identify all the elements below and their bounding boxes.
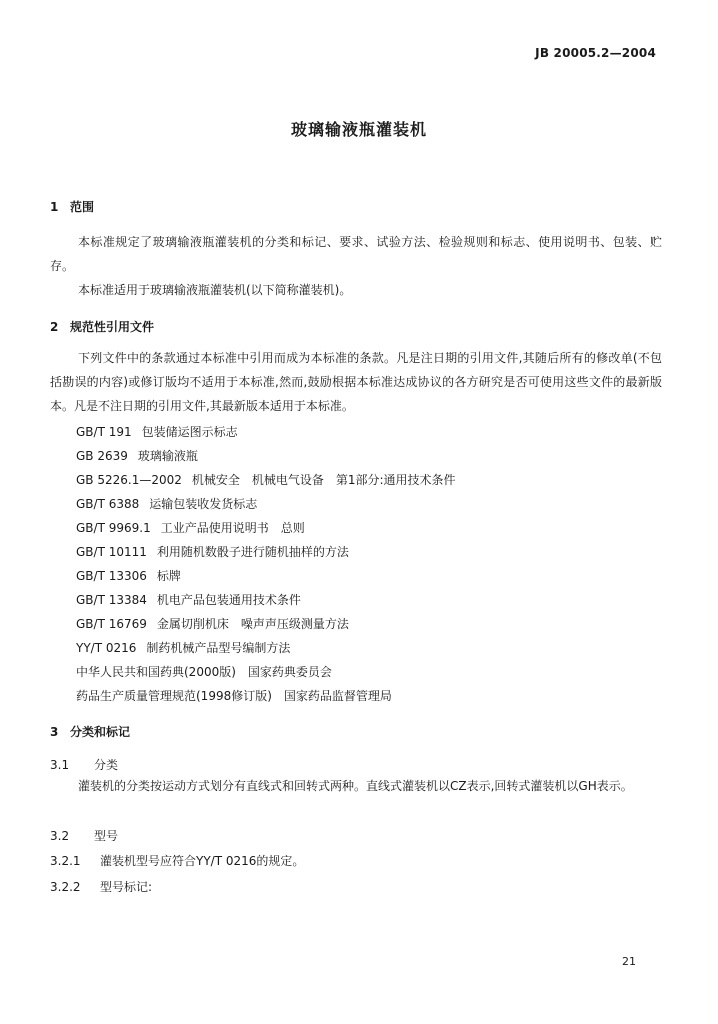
reference-title: 机械安全 机械电气设备 第1部分:通用技术条件	[191, 473, 456, 487]
section-title: 规范性引用文件	[70, 320, 155, 334]
page-number: 21	[622, 955, 636, 968]
reference-title: 金属切削机床 噪声声压级测量方法	[156, 617, 349, 631]
subsection-number: 3.1	[50, 758, 70, 772]
reference-code: GB/T 16769	[76, 617, 147, 631]
reference-title: 中华人民共和国药典(2000版) 国家药典委员会	[76, 665, 332, 679]
subsection-number: 3.2.1	[50, 854, 81, 868]
reference-item	[76, 663, 332, 680]
reference-code: GB/T 191	[76, 425, 132, 439]
section-number: 2	[50, 320, 59, 334]
subsection-number: 3.2	[50, 829, 70, 843]
reference-code: GB/T 13306	[76, 569, 147, 583]
section-1-heading	[50, 198, 94, 215]
reference-item	[76, 423, 238, 440]
reference-title: 利用随机数骰子进行随机抽样的方法	[156, 545, 349, 559]
reference-item	[76, 591, 301, 608]
reference-item	[76, 639, 290, 656]
reference-item	[76, 495, 257, 512]
reference-title: 制药机械产品型号编制方法	[146, 641, 291, 655]
section-1-paragraph-1: 本标准规定了玻璃输液瓶灌装机的分类和标记、要求、试验方法、检验规则和标志、使用说明书、包装、贮存。	[50, 235, 662, 273]
section-number: 1	[50, 200, 59, 214]
reference-item	[76, 567, 181, 584]
section-number: 3	[50, 725, 59, 739]
reference-item	[76, 471, 456, 488]
reference-code: GB/T 13384	[76, 593, 147, 607]
subsection-title: 型号	[94, 829, 119, 843]
reference-code: GB/T 9969.1	[76, 521, 151, 535]
subsection-number: 3.2.2	[50, 880, 81, 894]
reference-title: 玻璃输液瓶	[137, 449, 198, 463]
document-title: 玻璃输液瓶灌装机	[290, 120, 427, 139]
reference-item	[76, 687, 392, 704]
section-title: 范围	[70, 200, 95, 214]
reference-item	[76, 519, 305, 536]
subsection-text: 型号标记:	[100, 880, 153, 894]
reference-title: 标牌	[156, 569, 181, 583]
subsection-3-1-text: 灌装机的分类按运动方式划分有直线式和回转式两种。直线式灌装机以CZ表示,回转式灌装机以GH表示。	[78, 779, 633, 793]
standard-number: JB 20005.2—2004	[535, 46, 656, 60]
reference-title: 药品生产质量管理规范(1998修订版) 国家药品监督管理局	[76, 689, 392, 703]
section-1-paragraph-2: 本标准适用于玻璃输液瓶灌装机(以下简称灌装机)。	[78, 283, 352, 297]
subsection-3-1-heading	[50, 756, 118, 773]
reference-code: GB 5226.1—2002	[76, 473, 182, 487]
section-title: 分类和标记	[70, 725, 131, 739]
reference-title: 运输包装收发货标志	[149, 497, 258, 511]
subsection-3-2-heading	[50, 827, 118, 844]
reference-item	[76, 615, 349, 632]
reference-title: 包装储运图示标志	[141, 425, 238, 439]
subsection-3-2-2	[50, 878, 152, 895]
reference-code: GB/T 10111	[76, 545, 147, 559]
subsection-text: 灌装机型号应符合YY/T 0216的规定。	[100, 854, 305, 868]
section-2-heading	[50, 318, 154, 335]
reference-code: GB/T 6388	[76, 497, 140, 511]
subsection-3-2-1	[50, 852, 304, 869]
section-3-heading	[50, 723, 130, 740]
section-2-intro: 下列文件中的条款通过本标准中引用而成为本标准的条款。凡是注日期的引用文件,其随后所有的修改单(不包括勘误的内容)或修订版均不适用于本标准,然而,鼓励根据本标准达成协议的各方研究是否可使用这些文件的最新版本。凡是不注日期的引用文件,其最新版本适用于本标准。	[50, 351, 662, 413]
reference-title: 机电产品包装通用技术条件	[156, 593, 301, 607]
reference-code: GB 2639	[76, 449, 128, 463]
reference-item	[76, 543, 349, 560]
reference-code: YY/T 0216	[76, 641, 137, 655]
reference-title: 工业产品使用说明书 总则	[160, 521, 305, 535]
reference-item	[76, 447, 198, 464]
subsection-title: 分类	[94, 758, 119, 772]
